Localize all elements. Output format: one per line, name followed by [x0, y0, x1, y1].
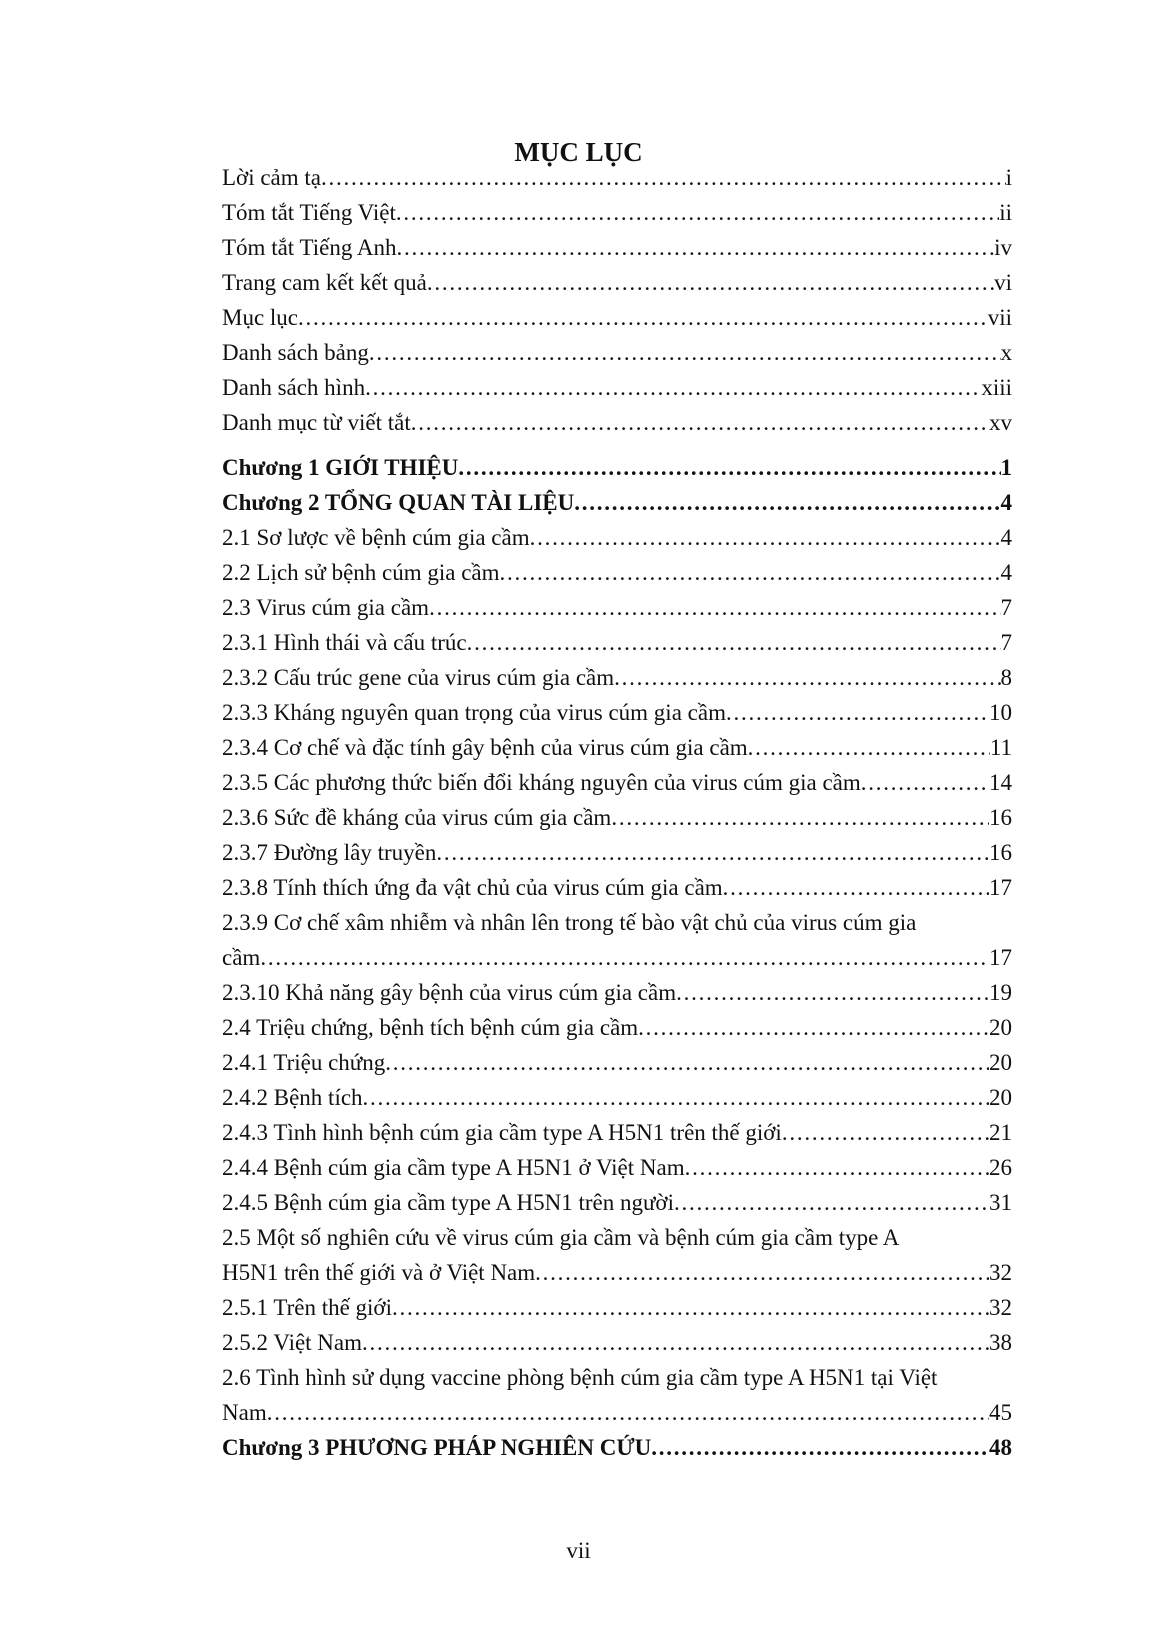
toc-entry-page: ii: [999, 200, 1012, 225]
toc-entry-text: 2.3 Virus cúm gia cầm: [222, 595, 430, 620]
toc-entry-page: 17: [989, 875, 1012, 900]
leader-dots: [535, 1255, 989, 1290]
toc-entry-page: 32: [989, 1260, 1012, 1285]
toc-entry-text: 2.4 Triệu chứng, bệnh tích bệnh cúm gia cầm: [222, 1015, 639, 1040]
toc-entry-page: 17: [989, 945, 1012, 970]
toc-entry-page: 20: [989, 1050, 1012, 1075]
toc-entry-page: 8: [1000, 665, 1012, 690]
toc-chapter-entry: [222, 485, 1012, 520]
toc-entry-text: 2.3.2 Cấu trúc gene của virus cúm gia cầm: [222, 665, 615, 690]
table-of-contents: [222, 160, 1012, 1465]
toc-entry-text: 2.1 Sơ lược về bệnh cúm gia cầm: [222, 525, 530, 550]
toc-entry-page: 7: [1000, 595, 1012, 620]
toc-entry: [222, 1290, 1012, 1325]
toc-entry: [222, 405, 1012, 440]
toc-entry-text: Tóm tắt Tiếng Việt: [222, 200, 396, 225]
toc-entry: [222, 1045, 1012, 1080]
toc-entry-text: Chương 1 GIỚI THIỆU: [222, 455, 459, 480]
toc-entry: [222, 870, 1012, 905]
toc-entry: [222, 590, 1012, 625]
toc-entry-text: Tóm tắt Tiếng Anh: [222, 235, 397, 260]
toc-entry-text: Danh sách bảng: [222, 340, 369, 365]
toc-chapter-entry: [222, 450, 1012, 485]
toc-title: MỤC LỤC: [514, 137, 643, 167]
toc-entry-page: 20: [989, 1015, 1012, 1040]
leader-dots: [396, 230, 994, 265]
leader-dots: [574, 485, 1000, 520]
leader-dots: [427, 265, 994, 300]
leader-dots: [362, 1325, 989, 1360]
toc-entry-page: 16: [989, 840, 1012, 865]
leader-dots: [467, 625, 1001, 660]
toc-entry-page: x: [1000, 340, 1012, 365]
toc-entry: [222, 300, 1012, 335]
leader-dots: [674, 1185, 989, 1220]
leader-dots: [530, 520, 1001, 555]
toc-entry: [222, 1325, 1012, 1360]
toc-entry-page: 20: [989, 1085, 1012, 1110]
toc-entry-text: Danh sách hình: [222, 375, 366, 400]
toc-chapter-entry: [222, 1430, 1012, 1465]
toc-entry-text: cầm: [222, 945, 261, 970]
toc-entry: [222, 555, 1012, 590]
toc-entry-page: iv: [994, 235, 1012, 260]
leader-dots: [458, 450, 1000, 485]
leader-dots: [614, 660, 1000, 695]
page-number: vii: [566, 1538, 591, 1563]
toc-entry-text: 2.3.1 Hình thái và cấu trúc: [222, 630, 467, 655]
toc-entry-text: Chương 2 TỔNG QUAN TÀI LIỆU: [222, 490, 575, 515]
toc-entry-page: 7: [1000, 630, 1012, 655]
toc-entry-page: 38: [989, 1330, 1012, 1355]
toc-entry-page: 45: [989, 1400, 1012, 1425]
toc-entry: [222, 335, 1012, 370]
toc-entry-text-line1: 2.3.9 Cơ chế xâm nhiễm và nhân lên trong tế bào vật chủ của virus cúm gia: [222, 910, 917, 935]
toc-entry: [222, 1395, 1012, 1430]
toc-entry-wrapped: [222, 1220, 1012, 1290]
toc-entry: [222, 1115, 1012, 1150]
leader-dots: [321, 160, 1006, 195]
toc-entry: [222, 625, 1012, 660]
toc-entry-page: 4: [1000, 490, 1012, 515]
toc-entry-page: 48: [989, 1435, 1012, 1460]
leader-dots: [723, 870, 989, 905]
toc-entry-text: 2.3.5 Các phương thức biến đổi kháng nguyên của virus cúm gia cầm: [222, 770, 861, 795]
toc-entry-page: 14: [989, 770, 1012, 795]
toc-entry-page: 4: [1000, 525, 1012, 550]
toc-entry: [222, 265, 1012, 300]
toc-entry-text: 2.3.6 Sức đề kháng của virus cúm gia cầm: [222, 805, 612, 830]
toc-entry-text: Mục lục: [222, 305, 299, 330]
leader-dots: [685, 1150, 989, 1185]
toc-entry-wrapped: [222, 1360, 1012, 1430]
leader-dots: [638, 1010, 989, 1045]
toc-entry-page: 19: [989, 980, 1012, 1005]
toc-entry: [222, 800, 1012, 835]
toc-entry-text-line1: 2.6 Tình hình sử dụng vaccine phòng bệnh cúm gia cầm type A H5N1 tại Việt: [222, 1365, 938, 1390]
leader-dots: [611, 800, 989, 835]
leader-dots: [396, 195, 999, 230]
leader-dots: [676, 975, 989, 1010]
toc-entry: [222, 660, 1012, 695]
toc-entry: [222, 940, 1012, 975]
toc-entry: [222, 730, 1012, 765]
toc-entry-text: 2.5.2 Việt Nam: [222, 1330, 363, 1355]
leader-dots: [436, 835, 989, 870]
toc-entry: [222, 370, 1012, 405]
toc-entry-text: 2.3.10 Khả năng gây bệnh của virus cúm gia cầm: [222, 980, 677, 1005]
toc-entry-page: 31: [989, 1190, 1012, 1215]
toc-entry-page: 16: [989, 805, 1012, 830]
leader-dots: [651, 1430, 989, 1465]
toc-entry-page: xiii: [981, 375, 1012, 400]
leader-dots: [365, 370, 981, 405]
toc-entry-page: 11: [989, 735, 1012, 760]
toc-entry: [222, 1255, 1012, 1290]
leader-dots: [369, 335, 1001, 370]
toc-entry: [222, 195, 1012, 230]
leader-dots: [726, 695, 989, 730]
toc-entry: [222, 835, 1012, 870]
toc-entry-text: 2.3.8 Tính thích ứng đa vật chủ của virus cúm gia cầm: [222, 875, 723, 900]
leader-dots: [392, 1290, 989, 1325]
leader-dots: [748, 730, 990, 765]
toc-entry-text: 2.4.2 Bệnh tích: [222, 1085, 363, 1110]
toc-entry-text: 2.5.1 Trên thế giới: [222, 1295, 392, 1320]
leader-dots: [429, 590, 1000, 625]
toc-entry-text: Lời cảm tạ: [222, 165, 322, 190]
toc-entry-text: Danh mục từ viết tắt: [222, 410, 411, 435]
toc-entry-page: 32: [989, 1295, 1012, 1320]
toc-entry-text: Trang cam kết kết quả: [222, 270, 427, 295]
toc-entry-page: xv: [989, 410, 1012, 435]
toc-entry: [222, 1185, 1012, 1220]
toc-entry-page: 4: [1000, 560, 1012, 585]
leader-dots: [782, 1115, 989, 1150]
toc-entry-page: 10: [989, 700, 1012, 725]
toc-entry-text: 2.4.3 Tình hình bệnh cúm gia cầm type A H5N1 trên thế giới: [222, 1120, 782, 1145]
leader-dots: [260, 940, 989, 975]
toc-entry: [222, 1080, 1012, 1115]
toc-entry-page: 21: [989, 1120, 1012, 1145]
toc-entry-page: 26: [989, 1155, 1012, 1180]
leader-dots: [861, 765, 989, 800]
toc-entry-text: 2.4.5 Bệnh cúm gia cầm type A H5N1 trên người: [222, 1190, 674, 1215]
toc-entry-text-line1: 2.5 Một số nghiên cứu về virus cúm gia cầm và bệnh cúm gia cầm type A: [222, 1225, 900, 1250]
leader-dots: [267, 1395, 989, 1430]
toc-entry: [222, 975, 1012, 1010]
toc-entry: [222, 520, 1012, 555]
toc-entry-text: Nam: [222, 1400, 267, 1425]
toc-entry: [222, 765, 1012, 800]
toc-entry-text: 2.4.4 Bệnh cúm gia cầm type A H5N1 ở Việt Nam: [222, 1155, 685, 1180]
toc-entry-text: H5N1 trên thế giới và ở Việt Nam: [222, 1260, 536, 1285]
leader-dots: [500, 555, 1001, 590]
leader-dots: [385, 1045, 989, 1080]
toc-entry-text: 2.4.1 Triệu chứng: [222, 1050, 386, 1075]
leader-dots: [411, 405, 989, 440]
leader-dots: [363, 1080, 989, 1115]
toc-entry-page: 1: [1000, 455, 1012, 480]
toc-entry: [222, 1150, 1012, 1185]
toc-entry-text: 2.2 Lịch sử bệnh cúm gia cầm: [222, 560, 500, 585]
toc-entry-page: vii: [987, 305, 1012, 330]
toc-entry: [222, 230, 1012, 265]
toc-entry: [222, 695, 1012, 730]
toc-entry-page: i: [1005, 165, 1012, 190]
toc-entry-text: Chương 3 PHƯƠNG PHÁP NGHIÊN CỨU: [222, 1435, 652, 1460]
toc-entry: [222, 160, 1012, 195]
toc-entry-text: 2.3.3 Kháng nguyên quan trọng của virus cúm gia cầm: [222, 700, 726, 725]
leader-dots: [298, 300, 988, 335]
toc-entry-text: 2.3.4 Cơ chế và đặc tính gây bệnh của virus cúm gia cầm: [222, 735, 748, 760]
toc-entry: [222, 1010, 1012, 1045]
toc-entry-page: vi: [994, 270, 1012, 295]
toc-entry-text: 2.3.7 Đường lây truyền: [222, 840, 437, 865]
toc-entry-wrapped: [222, 905, 1012, 975]
